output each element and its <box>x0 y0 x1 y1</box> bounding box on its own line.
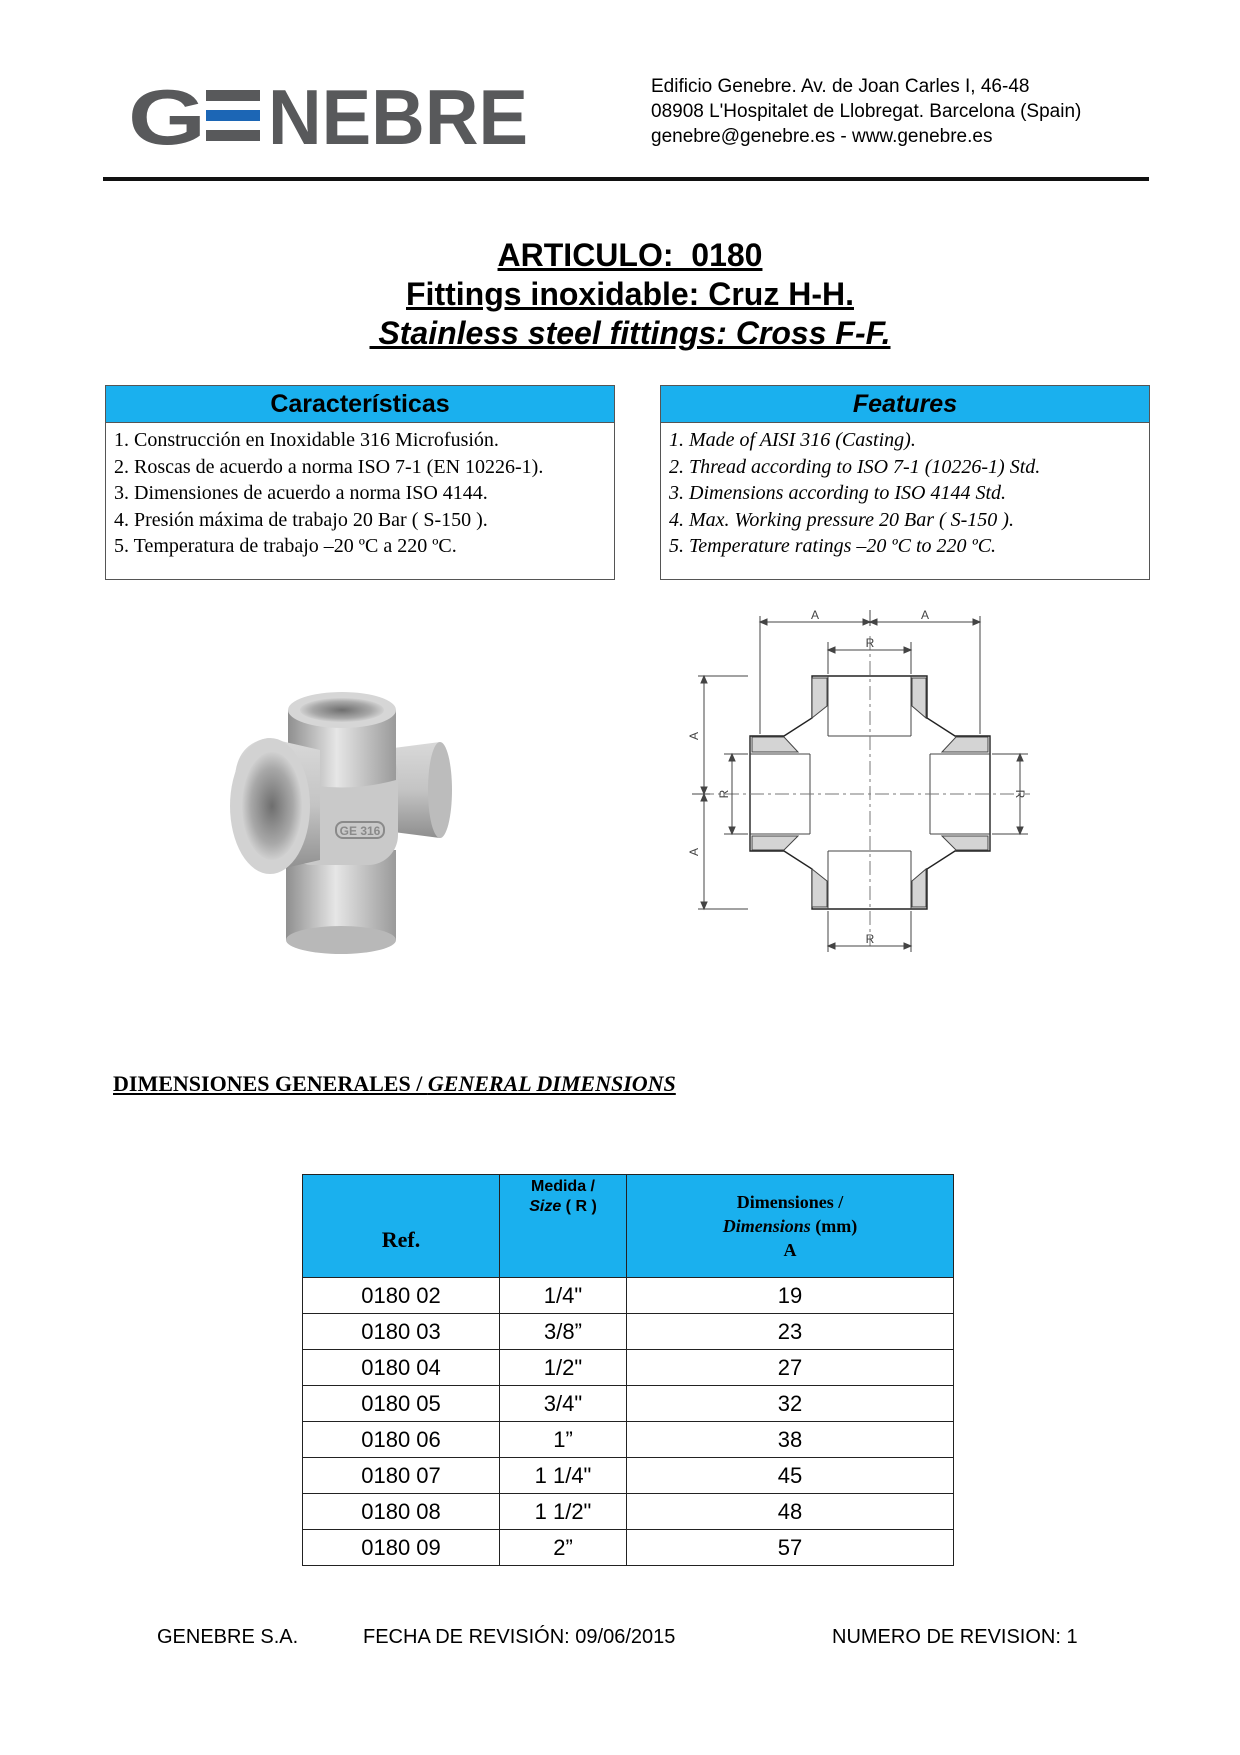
features-box-es <box>105 385 615 580</box>
cell-size: 1” <box>500 1422 627 1458</box>
cell-ref: 0180 07 <box>303 1458 500 1494</box>
cell-dim-a: 57 <box>627 1530 954 1566</box>
footer-company: GENEBRE S.A. <box>157 1626 299 1648</box>
cell-ref: 0180 03 <box>303 1314 500 1350</box>
feature-item: 5. Temperature ratings –20 ºC to 220 ºC. <box>669 535 997 557</box>
cell-size: 3/4" <box>500 1386 627 1422</box>
cell-size: 1/4" <box>500 1278 627 1314</box>
cell-dim-a: 19 <box>627 1278 954 1314</box>
table-row <box>303 1350 954 1386</box>
header-dim-es: Dimensiones / <box>736 1192 844 1212</box>
header-ref: Ref. <box>303 1175 500 1278</box>
dim-label-a: A <box>687 847 701 857</box>
footer-revision-number: NUMERO DE REVISION: 1 <box>832 1626 1078 1648</box>
table-row <box>303 1494 954 1530</box>
feature-item: 4. Presión máxima de trabajo 20 Bar ( S-150 ). <box>114 508 488 531</box>
feature-item: 4. Max. Working pressure 20 Bar ( S-150 ). <box>669 508 1014 531</box>
header-size <box>500 1175 627 1278</box>
feature-item: 1. Made of AISI 316 (Casting). <box>669 429 916 451</box>
dimensions-table <box>302 1174 954 1566</box>
feature-item: 1. Construcción en Inoxidable 316 Microfusión. <box>114 429 499 451</box>
table-row <box>303 1314 954 1350</box>
product-photo-cross-fitting <box>228 690 460 960</box>
section-heading <box>113 1071 676 1097</box>
header-dim-en: Dimensions <box>722 1216 811 1236</box>
address-contact: genebre@genebre.es - www.genebre.es <box>651 126 993 147</box>
features-box-en <box>660 385 1150 580</box>
header-size-es: Medida / <box>530 1178 595 1195</box>
feature-item: 3. Dimensiones de acuerdo a norma ISO 4144. <box>114 482 488 504</box>
address-line-1: Edificio Genebre. Av. de Joan Carles I, 46-48 <box>651 76 1030 97</box>
header-size-unit: ( R ) <box>561 1198 597 1215</box>
table-row <box>303 1458 954 1494</box>
header-dimensions <box>627 1175 954 1278</box>
features-list-en <box>661 423 1149 560</box>
dim-label-a: A <box>920 608 930 622</box>
cell-dim-a: 27 <box>627 1350 954 1386</box>
features-list-es <box>106 423 614 560</box>
table-row <box>303 1278 954 1314</box>
cell-size: 3/8” <box>500 1314 627 1350</box>
article-name-es: Fittings inoxidable: Cruz H-H. <box>406 276 854 312</box>
cell-dim-a: 45 <box>627 1458 954 1494</box>
dim-label-r: R <box>1013 789 1027 799</box>
svg-text:G: G <box>128 80 206 152</box>
table-row <box>303 1386 954 1422</box>
cell-size: 2” <box>500 1530 627 1566</box>
cell-dim-a: 23 <box>627 1314 954 1350</box>
cell-ref: 0180 08 <box>303 1494 500 1530</box>
svg-text:NEBRE: NEBRE <box>268 80 528 152</box>
feature-item: 2. Thread according to ISO 7-1 (10226-1) Std. <box>669 455 1041 478</box>
dim-label-r: R <box>717 789 731 799</box>
product-marking: GE 316 <box>339 824 381 838</box>
article-title <box>0 236 1240 353</box>
dim-label-a: A <box>687 731 701 741</box>
section-heading-es: DIMENSIONES GENERALES / <box>113 1071 428 1096</box>
feature-item: 2. Roscas de acuerdo a norma ISO 7-1 (EN 10226-1). <box>114 455 544 478</box>
cell-ref: 0180 06 <box>303 1422 500 1458</box>
section-heading-en: GENERAL DIMENSIONS <box>427 1071 676 1096</box>
dim-label-a: A <box>810 608 820 622</box>
features-heading-es: Características <box>106 386 614 423</box>
dim-label-r: R <box>865 636 875 650</box>
header-dim-col: A <box>783 1240 797 1260</box>
cell-dim-a: 48 <box>627 1494 954 1530</box>
technical-drawing <box>680 606 1048 956</box>
cell-dim-a: 32 <box>627 1386 954 1422</box>
article-name-en: Stainless steel fittings: Cross F-F. <box>369 315 891 351</box>
header-dim-unit: (mm) <box>810 1216 858 1236</box>
article-number: ARTICULO: 0180 <box>497 237 763 273</box>
address-line-2: 08908 L'Hospitalet de Llobregat. Barcelona (Spain) <box>651 101 1082 122</box>
cell-ref: 0180 04 <box>303 1350 500 1386</box>
dim-label-r: R <box>865 932 875 946</box>
cell-size: 1/2" <box>500 1350 627 1386</box>
cell-dim-a: 38 <box>627 1422 954 1458</box>
genebre-logo <box>128 80 528 152</box>
header-size-en: Size <box>529 1198 562 1215</box>
cell-ref: 0180 02 <box>303 1278 500 1314</box>
cell-size: 1 1/2" <box>500 1494 627 1530</box>
cell-ref: 0180 05 <box>303 1386 500 1422</box>
company-address <box>651 74 1081 149</box>
table-row <box>303 1422 954 1458</box>
footer-revision-date: FECHA DE REVISIÓN: 09/06/2015 <box>363 1626 676 1648</box>
feature-item: 5. Temperatura de trabajo –20 ºC a 220 ºC. <box>114 535 457 557</box>
cell-ref: 0180 09 <box>303 1530 500 1566</box>
table-header-row <box>303 1175 954 1278</box>
table-row <box>303 1530 954 1566</box>
feature-item: 3. Dimensions according to ISO 4144 Std. <box>669 482 1007 504</box>
page-footer <box>0 1626 1240 1656</box>
cell-size: 1 1/4" <box>500 1458 627 1494</box>
features-heading-en: Features <box>661 386 1149 423</box>
header-divider <box>103 177 1149 181</box>
